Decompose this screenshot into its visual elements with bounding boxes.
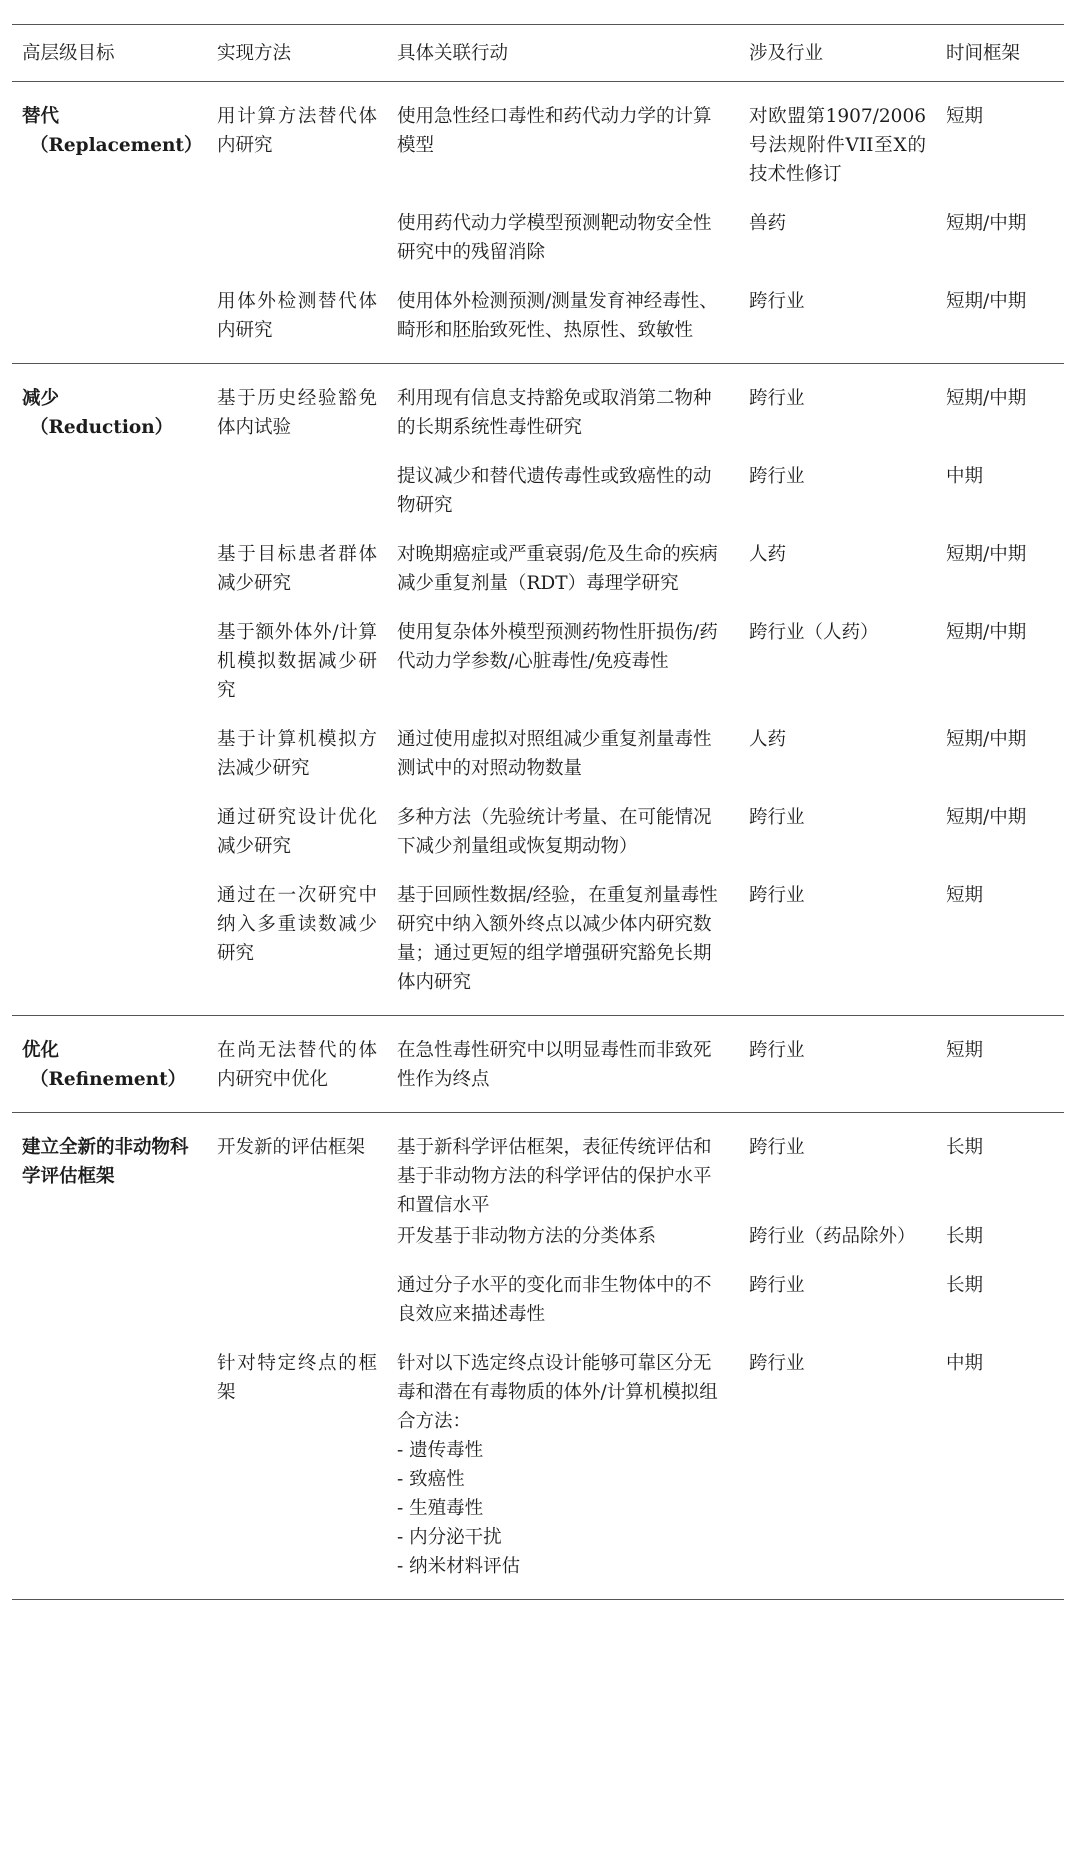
method-cell [207, 1251, 387, 1329]
header-goal: 高层级目标 [12, 25, 207, 82]
list-item: - 遗传毒性 [397, 1436, 729, 1465]
method-cell: 基于额外体外/计算机模拟数据减少研究 [217, 622, 377, 701]
table-row [12, 1113, 1064, 1221]
action-cell: 使用急性经口毒性和药代动力学的计算模型 [397, 106, 712, 156]
strategy-table [12, 24, 1064, 1600]
action-cell: 使用复杂体外模型预测药物性肝损伤/药代动力学参数/心脏毒性/免疫毒性 [397, 622, 718, 672]
action-cell: 利用现有信息支持豁免或取消第二物种的长期系统性毒性研究 [397, 388, 712, 438]
method-cell: 在尚无法替代的体内研究中优化 [217, 1040, 377, 1090]
method-cell: 基于计算机模拟方法减少研究 [217, 729, 377, 779]
timeframe-cell: 短期/中期 [946, 291, 1027, 312]
table-header-row [12, 25, 1064, 82]
industry-cell: 跨行业 [749, 291, 805, 312]
method-cell: 用体外检测替代体内研究 [217, 291, 377, 341]
action-cell [387, 1329, 739, 1600]
goal-cell-reduction [12, 364, 207, 1016]
strategy-table-container [12, 24, 1064, 1600]
timeframe-cell: 短期/中期 [946, 729, 1027, 750]
table-row [12, 82, 1064, 190]
industry-cell: 跨行业 [749, 1353, 805, 1374]
list-item: - 纳米材料评估 [397, 1552, 729, 1581]
timeframe-cell: 长期 [946, 1275, 984, 1296]
industry-cell: 跨行业 [749, 1137, 805, 1158]
action-cell: 通过分子水平的变化而非生物体中的不良效应来描述毒性 [397, 1275, 712, 1325]
goal-label-cn: 减少 [22, 388, 60, 409]
action-cell: 开发基于非动物方法的分类体系 [397, 1226, 657, 1247]
goal-cell-replacement [12, 82, 207, 364]
industry-cell: 跨行业 [749, 807, 805, 828]
timeframe-cell: 短期 [946, 885, 984, 906]
method-cell: 通过研究设计优化减少研究 [217, 807, 377, 857]
industry-cell: 跨行业 [749, 885, 805, 906]
timeframe-cell: 短期/中期 [946, 622, 1027, 643]
header-action: 具体关联行动 [387, 25, 739, 82]
industry-cell: 跨行业（药品除外） [749, 1226, 916, 1247]
action-cell: 使用药代动力学模型预测靶动物安全性研究中的残留消除 [397, 213, 712, 263]
table-row [12, 1016, 1064, 1113]
action-cell: 基于回顾性数据/经验，在重复剂量毒性研究中纳入额外终点以减少体内研究数量；通过更短的组学增强研究豁免长期体内研究 [397, 885, 718, 993]
timeframe-cell: 长期 [946, 1137, 984, 1158]
header-method: 实现方法 [207, 25, 387, 82]
timeframe-cell: 中期 [946, 1353, 984, 1374]
method-cell [207, 442, 387, 520]
action-cell: 对晚期癌症或严重衰弱/危及生命的疾病减少重复剂量（RDT）毒理学研究 [397, 544, 718, 594]
method-cell: 针对特定终点的框架 [217, 1353, 377, 1403]
action-cell: 使用体外检测预测/测量发育神经毒性、畸形和胚胎致死性、热原性、致敏性 [397, 291, 718, 341]
action-cell: 多种方法（先验统计考量、在可能情况下减少剂量组或恢复期动物） [397, 807, 712, 857]
action-intro-text: 针对以下选定终点设计能够可靠区分无毒和潜在有毒物质的体外/计算机模拟组合方法： [397, 1353, 718, 1432]
header-industry: 涉及行业 [739, 25, 936, 82]
list-item: - 致癌性 [397, 1465, 729, 1494]
timeframe-cell: 短期 [946, 1040, 984, 1061]
goal-label-en: （Replacement） [30, 135, 203, 156]
method-cell [207, 189, 387, 267]
industry-cell: 兽药 [749, 213, 787, 234]
action-cell: 基于新科学评估框架，表征传统评估和基于非动物方法的科学评估的保护水平和置信水平 [397, 1137, 712, 1216]
action-cell: 在急性毒性研究中以明显毒性而非致死性作为终点 [397, 1040, 712, 1090]
industry-cell: 跨行业 [749, 1275, 805, 1296]
goal-label-en: （Reduction） [30, 417, 174, 438]
goal-label-cn: 建立全新的非动物科学评估框架 [22, 1137, 189, 1187]
header-timeframe: 时间框架 [936, 25, 1064, 82]
list-item: - 内分泌干扰 [397, 1523, 729, 1552]
industry-cell: 跨行业（人药） [749, 622, 879, 643]
method-cell: 基于历史经验豁免体内试验 [217, 388, 377, 438]
goal-cell-refinement [12, 1016, 207, 1113]
industry-cell: 跨行业 [749, 1040, 805, 1061]
goal-label-cn: 优化 [22, 1040, 60, 1061]
action-cell: 通过使用虚拟对照组减少重复剂量毒性测试中的对照动物数量 [397, 729, 712, 779]
timeframe-cell: 中期 [946, 466, 984, 487]
goal-label-en: （Refinement） [30, 1069, 187, 1090]
industry-cell: 人药 [749, 544, 787, 565]
method-cell: 用计算方法替代体内研究 [217, 106, 377, 156]
timeframe-cell: 短期/中期 [946, 807, 1027, 828]
table-row [12, 364, 1064, 443]
endpoint-list [397, 1436, 729, 1581]
method-cell: 通过在一次研究中纳入多重读数减少研究 [217, 885, 377, 964]
goal-label-cn: 替代 [22, 106, 60, 127]
list-item: - 生殖毒性 [397, 1494, 729, 1523]
industry-cell: 跨行业 [749, 466, 805, 487]
method-cell [207, 1220, 387, 1251]
action-cell: 提议减少和替代遗传毒性或致癌性的动物研究 [397, 466, 712, 516]
industry-cell: 人药 [749, 729, 787, 750]
timeframe-cell: 短期/中期 [946, 213, 1027, 234]
timeframe-cell: 短期 [946, 106, 984, 127]
timeframe-cell: 长期 [946, 1226, 984, 1247]
timeframe-cell: 短期/中期 [946, 544, 1027, 565]
industry-cell: 对欧盟第1907/2006号法规附件VII至X的技术性修订 [749, 106, 926, 185]
timeframe-cell: 短期/中期 [946, 388, 1027, 409]
method-cell: 开发新的评估框架 [217, 1137, 366, 1158]
method-cell: 基于目标患者群体减少研究 [217, 544, 377, 594]
industry-cell: 跨行业 [749, 388, 805, 409]
goal-cell-new-framework [12, 1113, 207, 1600]
